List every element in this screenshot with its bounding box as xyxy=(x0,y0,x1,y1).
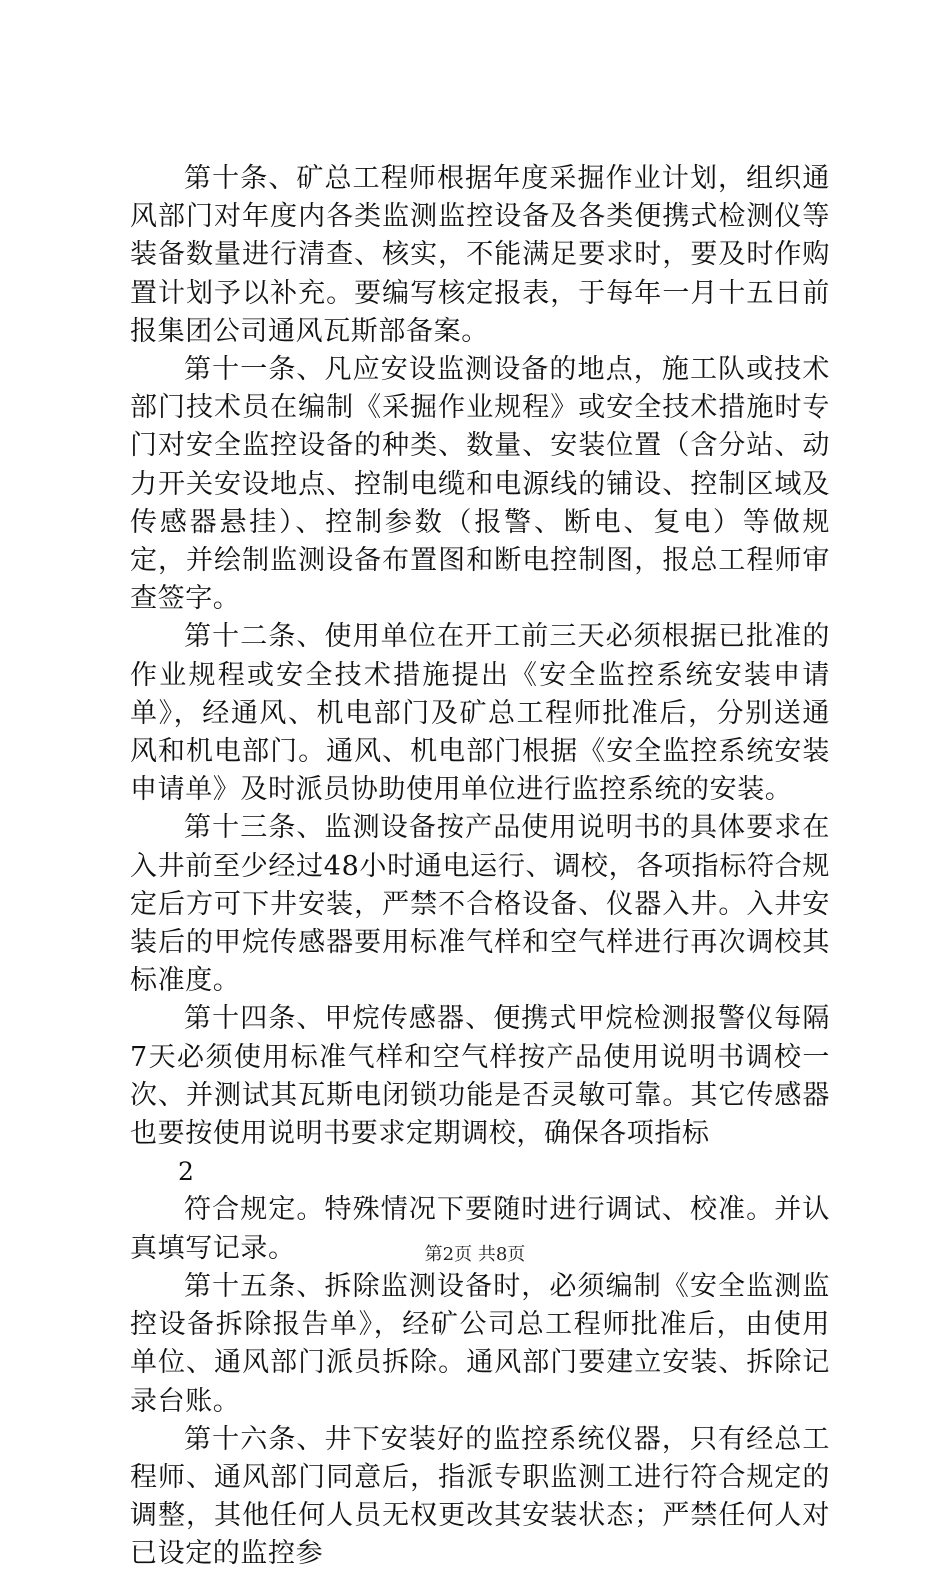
paragraph-article-11: 第十一条、凡应安设监测设备的地点，施工队或技术部门技术员在编制《采掘作业规程》或安全技术措施时专门对安全监控设备的种类、数量、安装位置（含分站、动力开关安设地点、控制电缆和电源线的铺设、控制区域及传感器悬挂）、控制参数（报警、断电、复电）等做规定，并绘制监测设备布置图和断电控制图，报总工程师审查签字。 xyxy=(130,354,830,615)
paragraph-article-13: 第十三条、监测设备按产品使用说明书的具体要求在入井前至少经过48小时通电运行、调校，各项指标符合规定后方可下井安装，严禁不合格设备、仪器入井。入井安装后的甲烷传感器要用标准气样和空气样进行再次调校其标准度。 xyxy=(130,812,830,997)
document-body xyxy=(130,160,830,1574)
paragraph-article-15: 第十五条、拆除监测设备时，必须编制《安全监测监控设备拆除报告单》，经矿公司总工程师批准后，由使用单位、通风部门派员拆除。通风部门要建立安装、拆除记录台账。 xyxy=(130,1270,830,1417)
paragraph-article-16: 第十六条、井下安装好的监控系统仪器，只有经总工程师、通风部门同意后，指派专职监测工进行符合规定的调整，其他任何人员无权更改其安装状态；严禁任何人对已设定的监控参 xyxy=(130,1423,830,1570)
paragraph-article-14: 第十四条、甲烷传感器、便携式甲烷检测报警仪每隔7天必须使用标准气样和空气样按产品使用说明书调校一次、并测试其瓦斯电闭锁功能是否灵敏可靠。其它传感器也要按使用说明书要求定期调校，确保各项指标 xyxy=(130,1003,830,1150)
paragraph-article-12: 第十二条、使用单位在开工前三天必须根据已批准的作业规程或安全技术措施提出《安全监控系统安装申请单》，经通风、机电部门及矿总工程师批准后，分别送通风和机电部门。通风、机电部门根据《安全监控系统安装申请单》及时派员协助使用单位进行监控系统的安装。 xyxy=(130,621,830,806)
paragraph-article-14-continued: 符合规定。特殊情况下要随时进行调试、校准。并认真填写记录。 xyxy=(130,1194,830,1264)
inline-page-number: 2 xyxy=(178,1157,194,1187)
paragraph-article-10: 第十条、矿总工程师根据年度采掘作业计划，组织通风部门对年度内各类监测监控设备及各类便携式检测仪等装备数量进行清查、核实，不能满足要求时，要及时作购置计划予以补充。要编写核定报表，于每年一月十五日前报集团公司通风瓦斯部备案。 xyxy=(130,163,830,347)
page-footer: 第2页 共8页 xyxy=(424,1244,526,1265)
